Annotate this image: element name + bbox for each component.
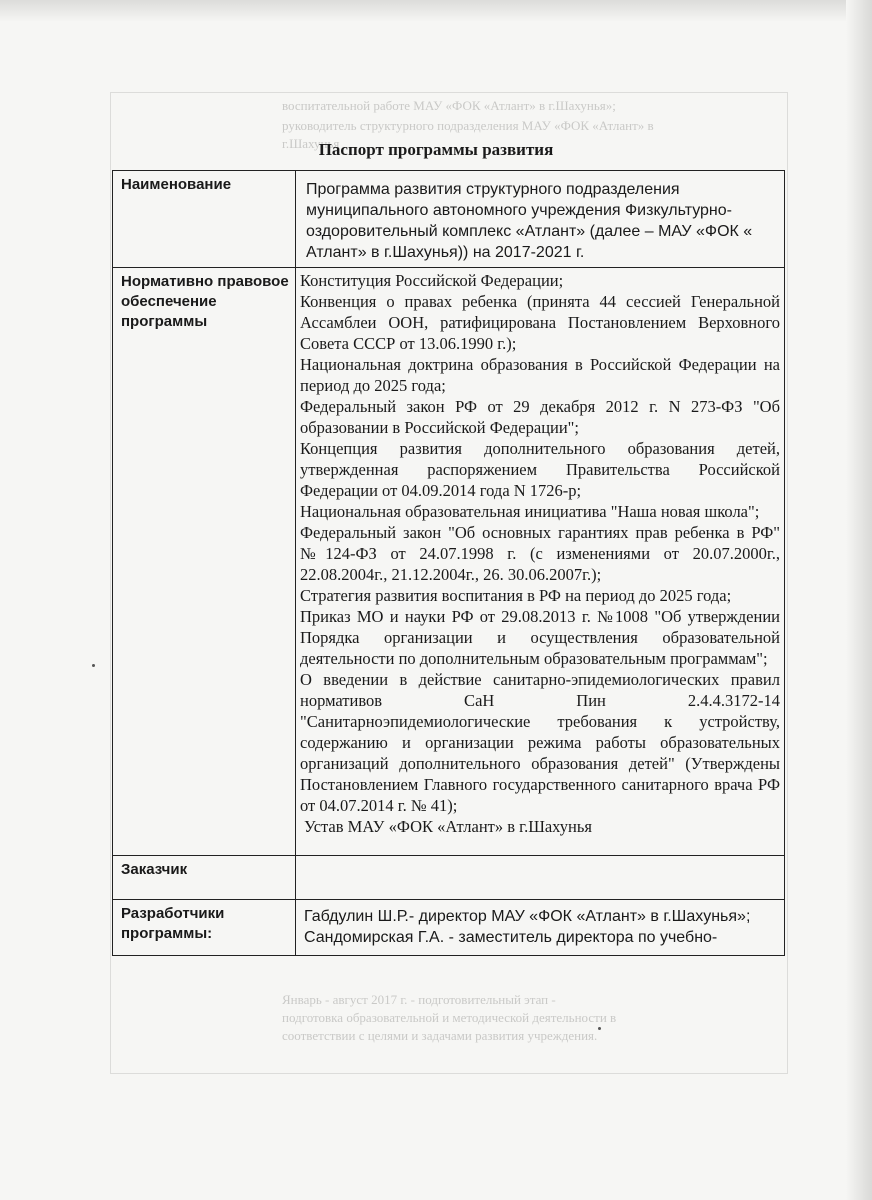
program-name-text: Программа развития структурного подразделения муниципального автономного учреждения Физкультурно-оздоровительный комплекс «Атлант» (далее – МАУ «ФОК « Атлант» в г.Шахунья)) на 2017-2021 г.: [306, 181, 753, 261]
customer-text: [296, 856, 784, 866]
legal-basis-list: [296, 268, 784, 841]
list-item: Габдулин Ш.Р.- директор МАУ «ФОК «Атлант» в г.Шахунья»;: [304, 908, 751, 925]
list-item: Сандомирская Г.А. - заместитель директора по учебно-: [304, 929, 718, 946]
list-item: Конституция Российской Федерации;: [300, 271, 564, 290]
row-value: [296, 171, 785, 268]
show-through-line: руководитель структурного подразделения МАУ «ФОК «Атлант» в: [282, 118, 654, 133]
list-item: О введении в действие санитарно-эпидемиологических правил нормативов СаН Пин 2.4.4.3172-14 "Санитарноэпидемиологические требования к устройству, содержанию и организации режима работы образовательных организаций дополнительного образования детей" (Утверждены Постановлением Главного государственного санитарного врача РФ от 04.07.2014 г. № 41);: [300, 670, 780, 815]
show-through-line: Январь - август 2017 г. - подготовительный этап -: [282, 992, 556, 1007]
list-item: Конвенция о правах ребенка (принята 44 сессией Генеральной Ассамблеи ООН, ратифицирована Постановлением Верховного Совета СССР от 13.06.1990 г.);: [300, 292, 780, 353]
show-through-line: соответствии с целями и задачами развития учреждения.: [282, 1028, 598, 1043]
row-value: [296, 856, 785, 900]
scan-shadow-right: [846, 0, 872, 1200]
scan-speck: [92, 664, 95, 667]
table-row: [113, 856, 785, 900]
table-row: [113, 268, 785, 856]
row-value: [296, 900, 785, 956]
list-item: Концепция развития дополнительного образования детей, утвержденная распоряжением Правительства Российской Федерации от 04.09.2014 года N 1726-р;: [300, 439, 780, 500]
table-row: [113, 900, 785, 956]
document-title: Паспорт программы развития: [318, 140, 554, 159]
row-label: Разработчики программы:: [113, 900, 296, 956]
scan-speck: [598, 1027, 601, 1030]
row-label: Заказчик: [113, 856, 296, 900]
show-through-line: воспитательной работе МАУ «ФОК «Атлант» в г.Шахунья»;: [282, 98, 616, 113]
show-through-line: подготовка образовательной и методической деятельности в: [282, 1010, 617, 1025]
table-row: [113, 171, 785, 268]
scan-shadow-top: [0, 0, 872, 22]
list-item: Национальная образовательная инициатива "Наша новая школа";: [300, 502, 760, 521]
passport-table: [112, 170, 785, 956]
list-item: Стратегия развития воспитания в РФ на период до 2025 года;: [300, 586, 732, 605]
show-through-line: г.Шахунья: [282, 136, 340, 151]
row-value: [296, 268, 785, 856]
list-item: Национальная доктрина образования в Российской Федерации на период до 2025 года;: [300, 355, 780, 395]
list-item: Федеральный закон РФ от 29 декабря 2012 г. N 273-ФЗ "Об образовании в Российской Федерации";: [300, 397, 780, 437]
list-item: Устав МАУ «ФОК «Атлант» в г.Шахунья: [304, 817, 593, 836]
list-item: Приказ МО и науки РФ от 29.08.2013 г. №1008 "Об утверждении Порядка организации и осуществления образовательной деятельности по дополнительным образовательным программам";: [300, 607, 780, 668]
developers-list: [296, 900, 784, 952]
row-label: Нормативно правовое обеспечение программы: [113, 268, 296, 856]
row-label: Наименование: [113, 171, 296, 268]
list-item: Федеральный закон "Об основных гарантиях прав ребенка в РФ" №124-ФЗ от 24.07.1998 г. (с изменениями от 20.07.2000г., 22.08.2004г., 21.12.2004г., 26. 30.06.2007г.);: [300, 523, 780, 584]
